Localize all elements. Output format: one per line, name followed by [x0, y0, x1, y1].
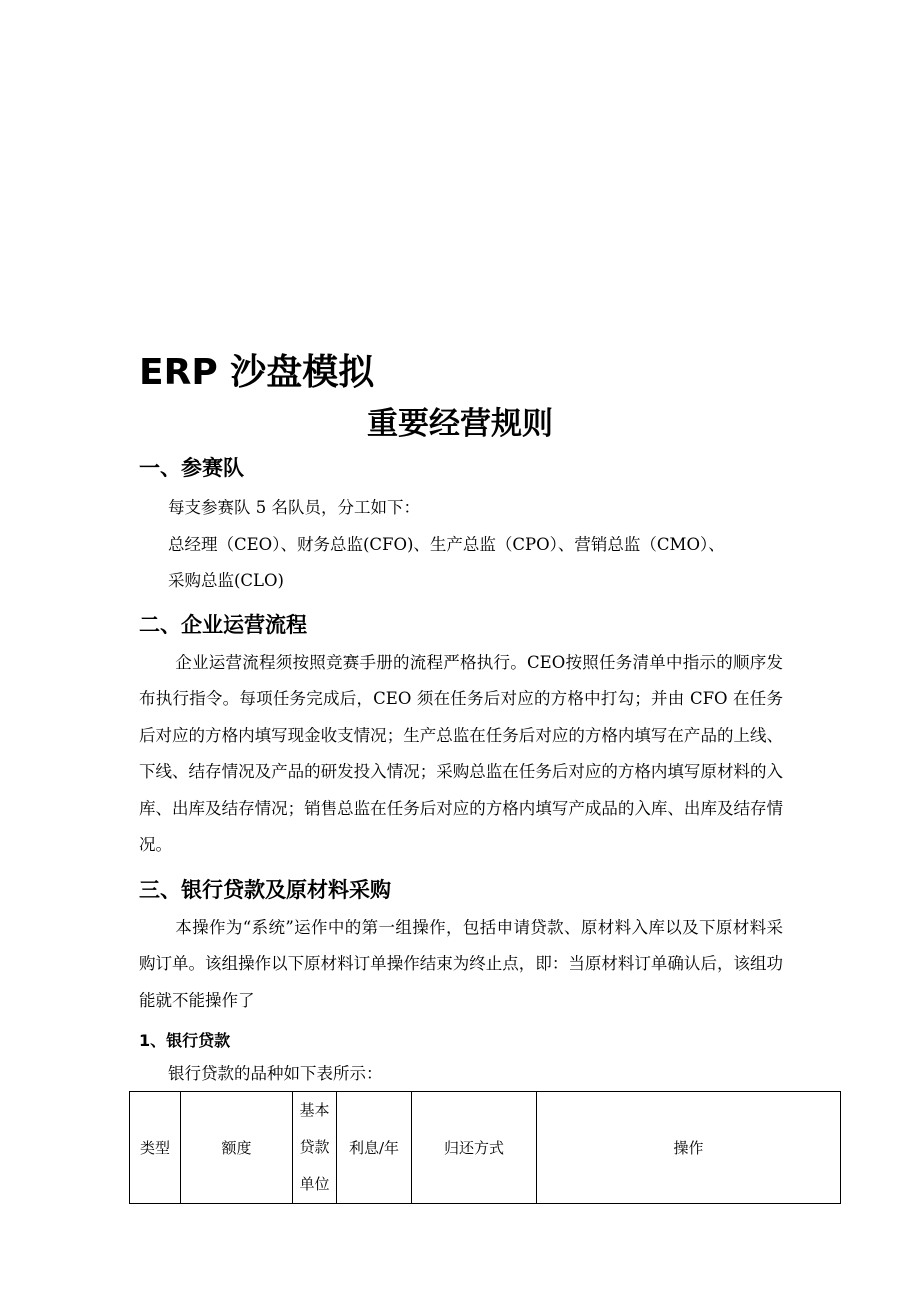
section-3-table-intro: 银行贷款的品种如下表所示： [168, 1064, 383, 1083]
header-unit-line-3: 单位 [299, 1175, 330, 1193]
header-interest: 利息/年 [337, 1092, 412, 1204]
header-operation: 操作 [537, 1092, 841, 1204]
section-3-paragraph: 本操作为“系统”运作中的第一组操作，包括申请贷款、原材料入库以及下原材料采购订单。该组操作以下原材料订单操作结束为终止点，即：当原材料订单确认后，该组功能就不能操作了 [139, 918, 783, 1010]
section-1-heading: 一、参赛队 [139, 456, 244, 480]
section-3-heading: 三、银行贷款及原材料采购 [139, 878, 391, 902]
section-1-line-1: 每支参赛队 5 名队员，分工如下： [168, 498, 420, 517]
section-2-heading: 二、企业运营流程 [139, 613, 307, 637]
page-title: ERP 沙盘模拟 [139, 352, 375, 393]
section-1-line-3: 采购总监(CLO) [168, 571, 284, 590]
header-amount: 额度 [181, 1092, 293, 1204]
page-subtitle [0, 398, 920, 443]
header-type: 类型 [130, 1092, 181, 1204]
header-unit [293, 1092, 337, 1204]
section-3-subheading: 1、银行贷款 [139, 1031, 231, 1050]
section-2-paragraph: 企业运营流程须按照竞赛手册的流程严格执行。CEO按照任务清单中指示的顺序发布执行指令。每项任务完成后，CEO 须在任务后对应的方格中打勾；并由 CFO 在任务后对应的方格内填写现金收支情况；生产总监在任务后对应的方格内填写在产品的上线、下线、结存情况及产品的研发投入情况；采购总监在任务后对应的方格内填写原材料的入库、出库及结存情况；销售总监在任务后对应的方格内填写产成品的入库、出库及结存情况。 [139, 653, 783, 855]
page-subtitle-text: 重要经营规则 [367, 406, 553, 442]
header-unit-line-2: 贷款 [299, 1138, 330, 1156]
loan-table [129, 1091, 841, 1204]
header-unit-line-1: 基本 [299, 1101, 330, 1119]
section-1-line-2: 总经理（CEO）、财务总监(CFO)、生产总监（CPO）、营销总监（CMO）、 [168, 535, 725, 554]
header-repay: 归还方式 [412, 1092, 537, 1204]
table-header-row [130, 1092, 841, 1204]
